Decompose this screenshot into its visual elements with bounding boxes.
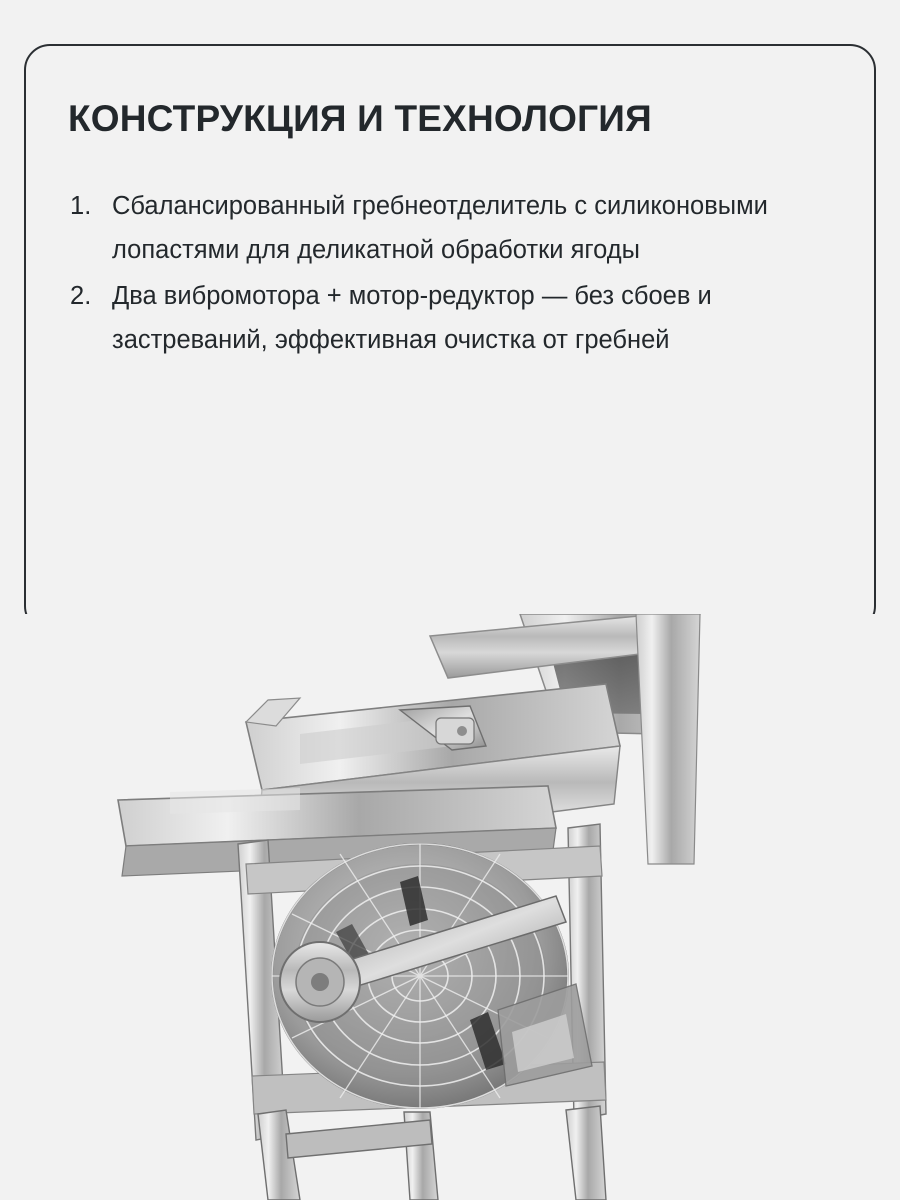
- feature-list: [68, 185, 834, 362]
- list-item: Два вибромотора + мотор-редуктор — без сбоев и застреваний, эффективная очистка от гребней: [112, 282, 712, 355]
- page-title: КОНСТРУКЦИЯ И ТЕХНОЛОГИЯ: [68, 98, 652, 139]
- list-item: Сбалансированный гребнеотделитель с силиконовыми лопастями для деликатной обработки ягоды: [112, 192, 768, 265]
- product-photo: [0, 614, 900, 1200]
- info-card: [24, 44, 876, 632]
